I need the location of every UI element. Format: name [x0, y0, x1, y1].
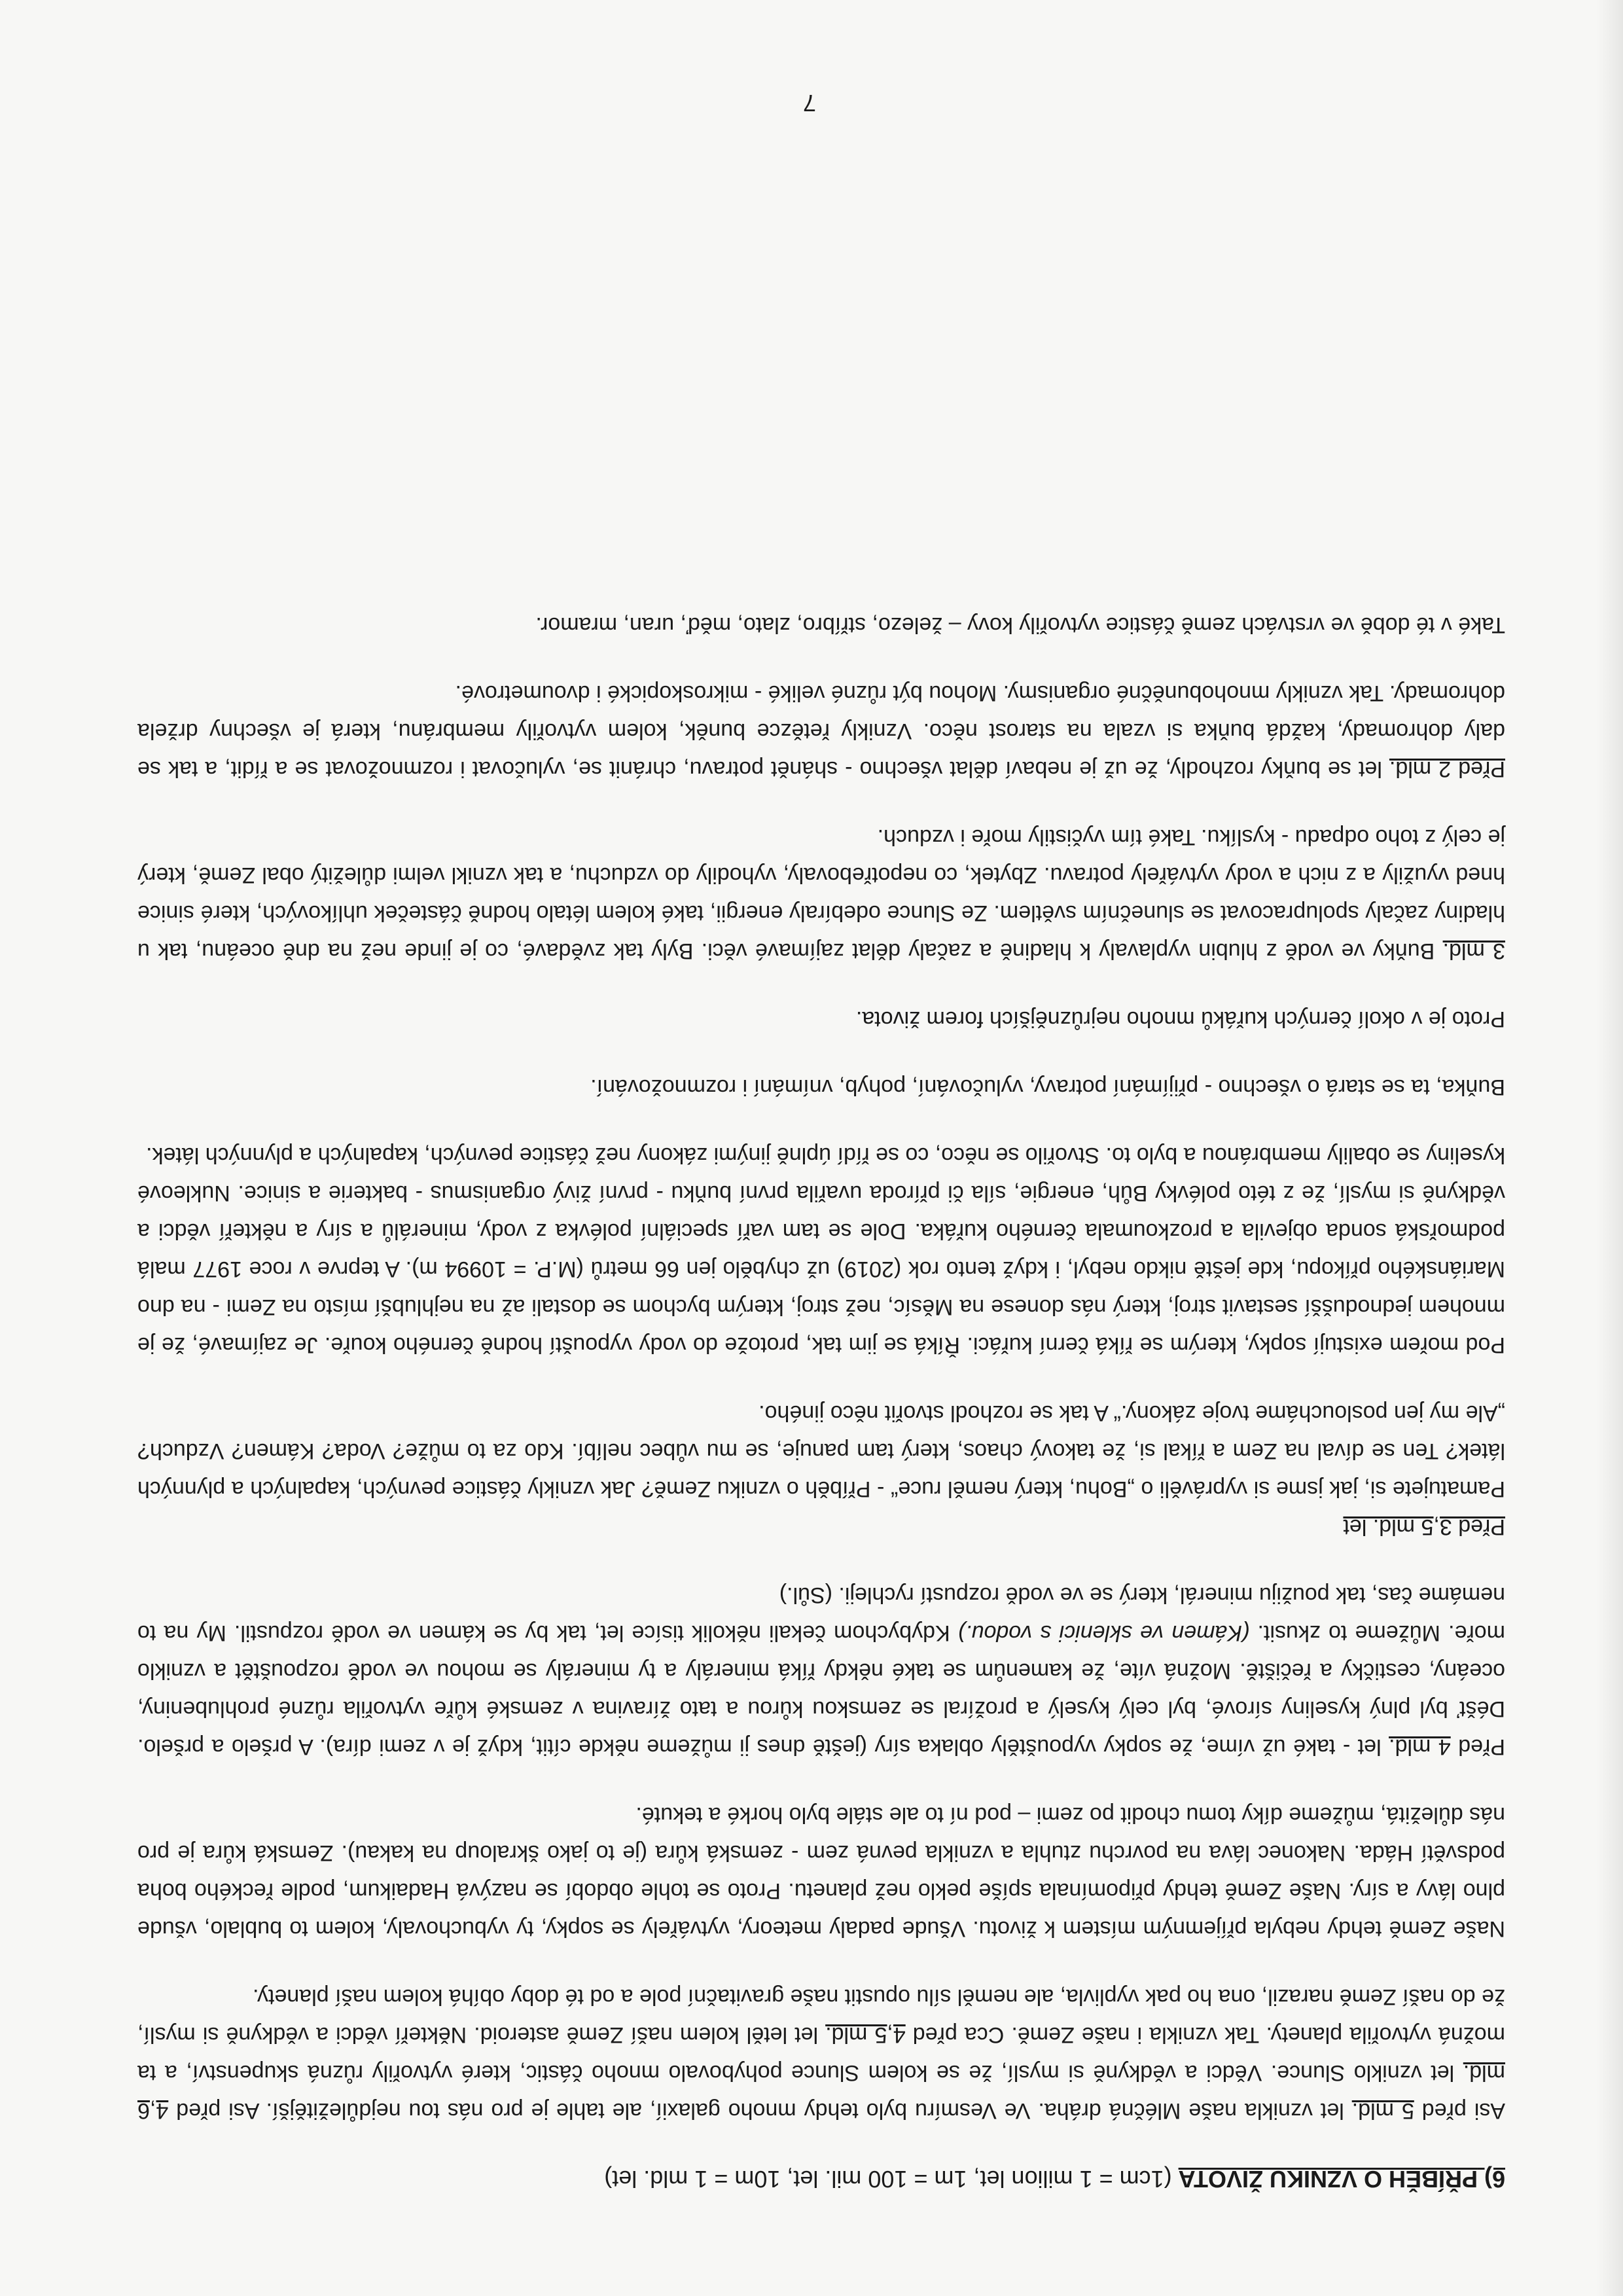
paragraph-3: [137, 1576, 1505, 1766]
section-number: 6): [1484, 2166, 1505, 2193]
paragraph-10: Také v té době ve vrstvách země částice vytvořily kovy – železo, stříbro, zlato, měď, uran, mramor.: [535, 613, 1505, 637]
p1-text-4: let letěl kolem naší Země asteroid. Někteří vědci a vědkyně si myslí, že do naší Země narazil, ona ho pak vyplivla, ale neměl sílu opustit naše gravitační pole a od té doby obíhá kolem naší planety.: [137, 1984, 1505, 2047]
paragraph-1: [137, 1978, 1505, 2130]
p1-text-2: let vznikla naše Mléčná dráha. Ve Vesmíru bylo tehdy mnoho galaxií, ale tahle je pro nás tou nejdůležitější. Asi před: [168, 2098, 1352, 2123]
paragraph-5: Pod mořem existují sopky, kterým se říká černí kuřáci. Říká se jim tak, protože do vody vypouští hodně černého kouře. Je zajímavé, že je mnohem jednodušší sestavit stroj, který nás donese na Měsíc, než stroj, kterým bychom se dostali až na nejhlubší místo na Zemi - na dno Mariánského příkopu, kde ještě nikdo nebyl, i když tento rok (2019) už chybělo jen 66 metrů (M.P. = 10994 m). A teprve v roce 1977 malá podmořská sonda objevila a prozkoumala černého kuřáka. Dole se tam vaří speciální polévka z vody, minerálů a síry a někteří vědci a vědkyně si myslí, že z této polévky Bůh, energie, síla či příroda uvařila první buňku - první živý organismus - bakterie a sinice. Nukleové kyseliny se obalily membránou a bylo to. Stvořilo se něco, co se řídí úplně jinými zákony než částice pevných, kapalných a plynných látek.: [137, 1143, 1505, 1357]
p8-date: 3 mld.: [1442, 939, 1505, 963]
page-number: 7: [802, 90, 817, 117]
paragraph-4: Pamatujete si, jak jsme si vyprávěli o „Bohu, který neměl ruce“ - Příběh o vzniku Země? Jak vznikly částice pevných, kapalných a plynných látek? Ten se díval na Zem a říkal si, že takový chaos, který tam panuje, se mu vůbec nelíbí. Kdo za to může? Voda? Kámen? Vzduch? „Ale my jen posloucháme tvoje zákony.“ A tak se rozhodl stvořit něco jiného.: [137, 1401, 1505, 1501]
section-title: PŘÍBĚH O VZNIKU ŽIVOTA: [1178, 2166, 1478, 2193]
paragraph-2: Naše Země tehdy nebyla příjemným místem k životu. Všude padaly meteory, vytvářely se sopky, ty vybuchovaly, kolem to bublalo, všude plno lávy a síry. Naše Země tehdy připomínala spíše peklo než planetu. Proto se tohle období se nazývá Hadaikum, podle řeckého boha podsvětí Háda. Nakonec láva na povrchu ztuhla a vznikla pevná zem - zemská kůra (je to jako škraloup na kakau). Zemská kůra je pro nás důležitá, můžeme díky tomu chodit po zemi – pod ní to ale stále bylo horké a tekuté.: [137, 1803, 1505, 1941]
p3-date: 4 mld.: [1389, 1734, 1451, 1759]
page-content: [137, 576, 1505, 2198]
p3-experiment-note: (Kámen ve sklenici s vodou.): [957, 1621, 1250, 1645]
p3-text-2: let - také už víme, že sopky vypouštěly oblaka síry (ještě dnes ji můžeme někde cítit, když je v zemi díra). A pršelo a pršelo. Déšť byl plný kyseliny sírové, byl celý kyselý a prožíral se zemskou kůrou a tato žíravina v zemské kůře vytvořila různé prohlubeniny, oceány, cestičky a řečiště. Možná víte, že kamenům se také někdy říká minerály a ty minerály se mohou ve vodě rozpouštět a vzniklo moře. Můžeme to zkusit.: [137, 1621, 1505, 1759]
paragraph-9: [137, 674, 1505, 788]
p1-date-3: 4,5 mld.: [825, 2022, 906, 2047]
paragraph-7: Proto je v okolí černých kuřáků mnoho nejrůznějších forem života.: [855, 1007, 1505, 1031]
date-label-3-5-mld: Před 3,5 mld. let: [1343, 1515, 1505, 1539]
p1-text-3: let vzniklo Slunce. Vědci a vědkyně si myslí, že se kolem Slunce pohybovalo mnoho částic, které vytvořily různá skupenství, a ta možná vytvořila planety. Tak vznikla i naše Země. Cca před: [137, 2022, 1505, 2085]
paragraph-6: Buňka, ta se stará o všechno - přijímání potravy, vylučování, pohyb, vnímání i rozmnožování.: [590, 1075, 1505, 1100]
paragraph-8: [137, 818, 1505, 970]
p3-text-1: Před: [1450, 1734, 1505, 1759]
p1-text-1: Asi před: [1414, 2098, 1505, 2123]
p1-date-1: 5 mld.: [1351, 2098, 1414, 2123]
section-number-title: [1179, 2166, 1505, 2193]
p8-text: Buňky ve vodě z hlubin vyplavaly k hladině a začaly dělat zajímavé věci. Byly tak zvědavé, co je jinde než na dně oceánu, tak u hladiny začaly spolupracovat se slunečním světlem. Ze Slunce odebíraly energii, také kolem létalo hodně částeček uhlíkových, které sinice hned využily a z nich a vody vytvářely potravu. Zbytek, co nepotřebovaly, vyhodily do vzduchu, a tak vznikl velmi důležitý obal Země, který je celý z toho odpadu - kyslíku. Také tím vyčistily moře i vzduch.: [137, 825, 1505, 963]
p9-text: let se buňky rozhodly, že už je nebaví dělat všechno - shánět potravu, chránit se, vylučovat i rozmnožovat se a řídit, a tak se daly dohromady, každá buňka si vzala na starost něco. Vznikly řetězce buněk, kolem vytvořily membránu, která je všechny držela dohromady. Tak vznikly mnohobuněčné organismy. Mohou být různé veliké - mikroskopické i dvoumetrové.: [137, 681, 1505, 781]
section-heading: [137, 2160, 1505, 2198]
p3-text-3: Kdybychom čekali několik tisíce let, tak by se kámen ve vodě rozpustil. My na to nemáme čas, tak použiju minerál, který se ve vodě rozpustí rychleji. (Sůl.): [137, 1583, 1505, 1645]
p9-date: Před 2 mld.: [1389, 757, 1505, 781]
p1-date-2: 4,6 mld.: [137, 2060, 1505, 2123]
scale-note: (1cm = 1 milion let, 1m = 100 mil. let, 10m = 1 mld. let): [604, 2166, 1172, 2193]
